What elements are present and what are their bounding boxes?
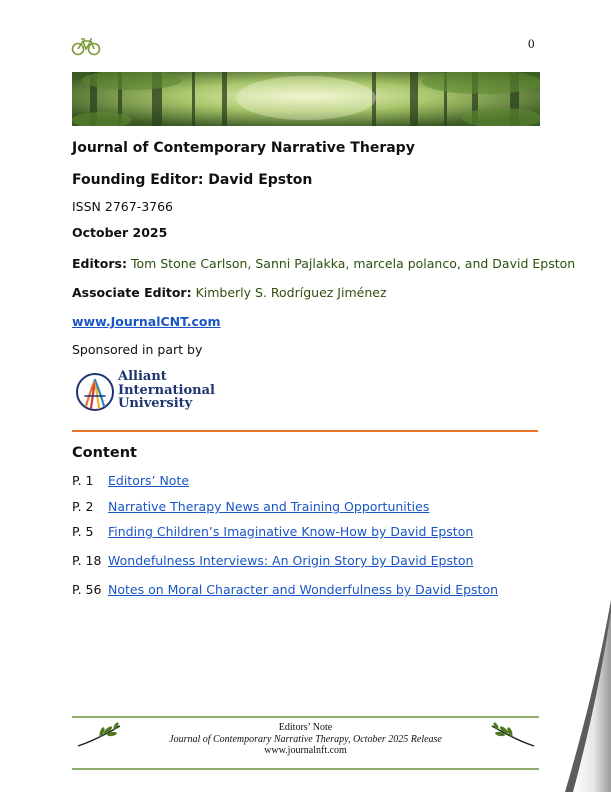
sponsor-text: Sponsored in part by [72, 342, 203, 357]
toc-item [72, 553, 473, 568]
olive-branch-right-icon [488, 722, 536, 750]
alliant-emblem-icon [76, 370, 114, 414]
toc-item [72, 499, 429, 514]
toc-link[interactable]: Editors’ Note [108, 473, 190, 488]
toc-page-number: P. 56 [72, 582, 102, 597]
alliant-logo [76, 370, 216, 416]
website-link[interactable]: www.JournalCNT.com [72, 314, 221, 329]
section-divider [72, 430, 538, 432]
toc-item [72, 473, 189, 488]
page-number: 0 [528, 36, 535, 51]
toc-link[interactable]: Notes on Moral Character and Wonderfulness by David Epston [108, 582, 499, 597]
toc-link[interactable]: Wondefulness Interviews: An Origin Story by David Epston [108, 553, 474, 568]
footer-text-block [72, 722, 539, 757]
founding-editor: Founding Editor: David Epston [72, 172, 313, 188]
logo-line-university: University [118, 396, 193, 411]
associate-editor-label: Associate Editor: [72, 285, 192, 300]
page-curl-decoration [555, 600, 611, 792]
toc-page-number: P. 2 [72, 499, 94, 514]
toc-link[interactable]: Finding Children’s Imaginative Know-How by David Epston [108, 524, 474, 539]
footer-release-line: Journal of Contemporary Narrative Therapy, October 2025 Release [169, 733, 442, 745]
logo-line-alliant: Alliant [118, 369, 167, 384]
toc-page-number: P. 5 [72, 524, 94, 539]
toc-page-number: P. 18 [72, 553, 102, 568]
toc-item [72, 582, 498, 597]
logo-line-international: International [118, 382, 215, 398]
editors-value: Tom Stone Carlson, Sanni Pajlakka, marcela polanco, and David Epston [130, 256, 576, 271]
associate-editor-value: Kimberly S. Rodríguez Jiménez [195, 285, 387, 300]
associate-editor-line [72, 285, 387, 300]
editors-line [72, 256, 575, 271]
forest-banner-image [72, 72, 540, 126]
issn: ISSN 2767-3766 [72, 199, 174, 214]
footer-section-title: Editors’ Note [278, 722, 333, 733]
toc-item [72, 524, 473, 539]
footer-website: www.journalnft.com [264, 745, 347, 756]
toc-page-number: P. 1 [72, 473, 94, 488]
editors-label: Editors: [72, 256, 127, 271]
content-heading: Content [72, 445, 137, 461]
footer-top-rule [72, 716, 539, 718]
footer-bottom-rule [72, 768, 539, 770]
bicycle-icon [71, 36, 101, 56]
toc-link[interactable]: Narrative Therapy News and Training Opportunities [108, 499, 430, 514]
issue-date: October 2025 [72, 225, 168, 240]
journal-title: Journal of Contemporary Narrative Therapy [72, 140, 415, 156]
website-link-row [72, 314, 221, 329]
